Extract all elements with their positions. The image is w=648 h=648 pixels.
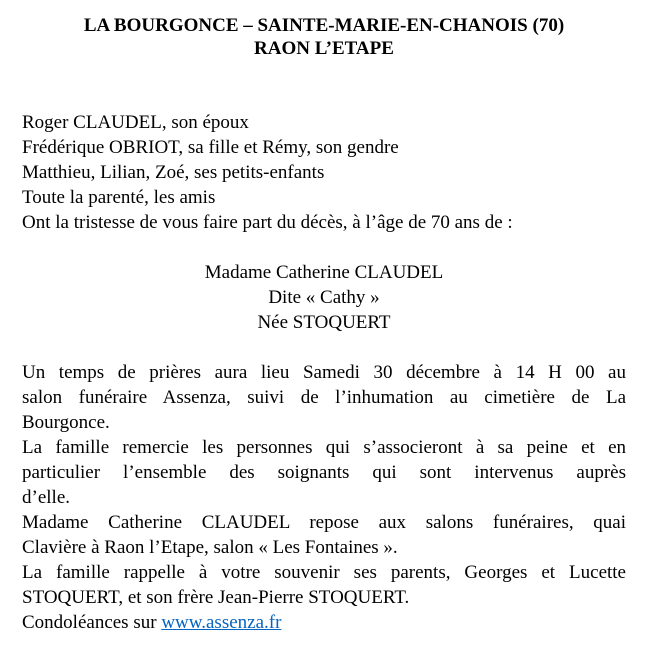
text-line: Clavière à Raon l’Etape, salon « Les Fontaines ». (22, 537, 398, 558)
blank-line (22, 335, 626, 360)
deceased-name-block (22, 260, 626, 335)
text-line: La famille remercie les personnes qui s’associeront à sa peine et en (22, 437, 626, 458)
condolences-prefix: Condoléances sur (22, 612, 162, 633)
paragraph-remembrance (22, 560, 626, 610)
text-line: Dite « Cathy » (268, 287, 380, 308)
header-city: RAON L’ETAPE (254, 38, 394, 59)
condolences-line (22, 610, 626, 635)
family-intro-block (22, 110, 626, 235)
document-header (22, 14, 626, 60)
text-line: salon funéraire Assenza, suivi de l’inhumation au cimetière de La (22, 387, 626, 408)
text-line: Née STOQUERT (257, 312, 391, 333)
document-body (22, 110, 626, 635)
header-communes: LA BOURGONCE – SAINTE-MARIE-EN-CHANOIS (70) (83, 15, 565, 36)
paragraph-ceremony (22, 360, 626, 435)
paragraph-thanks (22, 435, 626, 510)
text-line: STOQUERT, et son frère Jean-Pierre STOQUERT. (22, 587, 410, 608)
text-line: Madame Catherine CLAUDEL (204, 262, 444, 283)
text-line: Roger CLAUDEL, son époux (22, 112, 249, 133)
text-line: Un temps de prières aura lieu Samedi 30 décembre à 14 H 00 au (22, 362, 626, 383)
text-line: d’elle. (22, 487, 71, 508)
text-line: Madame Catherine CLAUDEL repose aux salons funéraires, quai (22, 512, 626, 533)
text-line: particulier l’ensemble des soignants qui sont intervenus auprès (22, 462, 626, 483)
text-line: Toute la parenté, les amis (22, 187, 216, 208)
paragraph-repose (22, 510, 626, 560)
text-line: Matthieu, Lilian, Zoé, ses petits-enfants (22, 162, 325, 183)
text-line: Ont la tristesse de vous faire part du décès, à l’âge de 70 ans de : (22, 212, 513, 233)
blank-line (22, 235, 626, 260)
text-line: Bourgonce. (22, 412, 110, 433)
text-line: Frédérique OBRIOT, sa fille et Rémy, son gendre (22, 137, 399, 158)
condolences-link[interactable]: www.assenza.fr (161, 612, 282, 633)
text-line: La famille rappelle à votre souvenir ses parents, Georges et Lucette (22, 562, 626, 583)
